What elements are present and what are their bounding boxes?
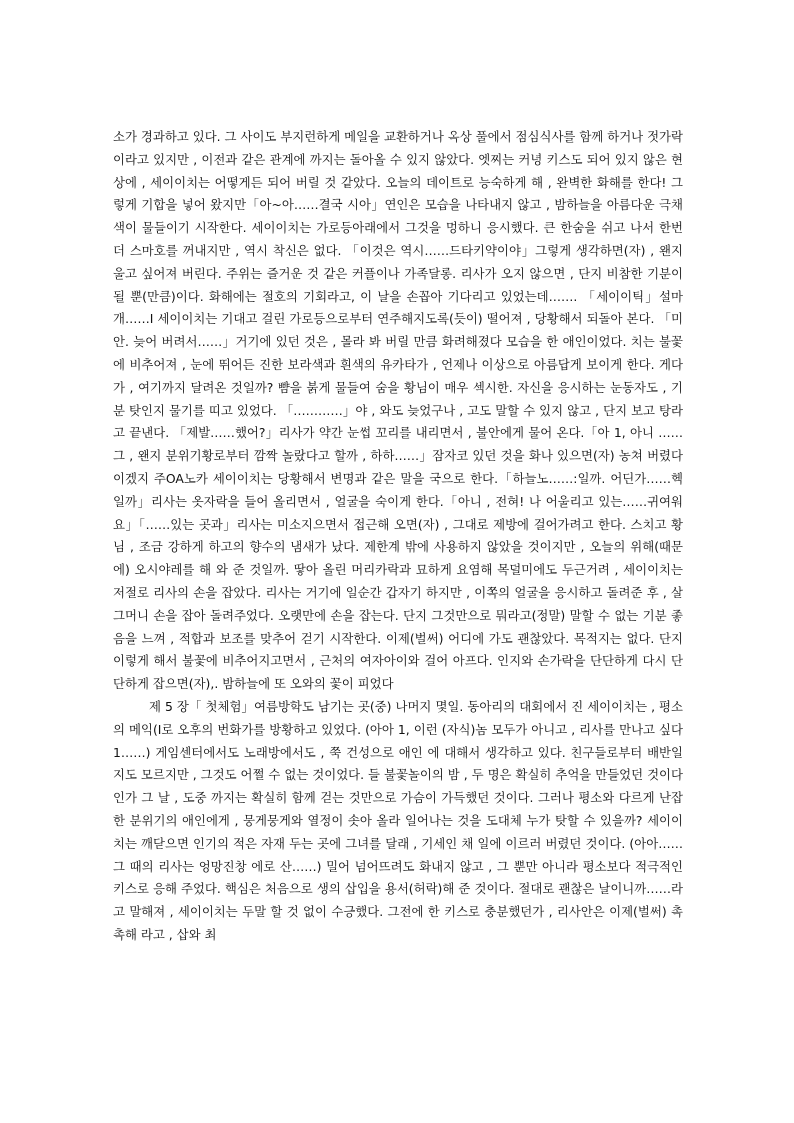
body-text xyxy=(113,126,683,947)
paragraph-1: 소가 경과하고 있다. 그 사이도 부지런하게 메일을 교환하거나 옥상 풀에서 점심식사를 함께 하거나 젓가락이라고 있지만 , 이전과 같은 관계에 까지는 돌아올 수 있지 않았다. 엣찌는 커녕 키스도 되어 있지 않은 현상에 , 세이이치는 어떻게든 되어 버릴 것 같았다. 오늘의 데이트로 능숙하게 해 , 완벽한 화해를 한다! 그렇게 기합을 넣어 왔지만「아~아……결국 시아」연인은 모습을 나타내지 않고 , 밤하늘을 아름다운 극채색이 물들이기 시작한다. 세이이치는 가로등아래에서 그것을 멍하니 응시했다. 큰 한숨을 쉬고 나서 한번 더 스마호를 꺼내지만 , 역시 착신은 없다. 「이것은 역시……드타키약이야」그렇게 생각하면(자) , 왠지 울고 싶어져 버린다. 주위는 즐거운 것 같은 커플이나 가족달롱. 리사가 오지 않으면 , 단지 비참한 기분이 될 뿐(만큼)이다. 화해에는 절호의 기회라고, 이 날을 손꼽아 기다리고 있었는데……. 「세이이틱」설마 개……I 세이이치는 기대고 걸린 가로등으로부터 연주해지도록(듯이) 떨어져 , 당황해서 되돌아 본다. 「미안. 늦어 버려서……」거기에 있던 것은 , 몰라 봐 버릴 만큼 화려해졌다 모습을 한 애인이었다. 치는 불꽃에 비추어져 , 눈에 뛰어든 진한 보라색과 흰색의 유카타가 , 언제나 이상으로 아름답게 보이게 한다. 게다가 , 여기까지 달려온 것일까? 뺨을 붉게 물들여 숨을 황님이 매우 섹시한. 자신을 응시하는 눈동자도 , 기분 탓인지 물기를 띠고 있었다. 「…………」야 , 와도 늦었구나 , 고도 말할 수 있지 않고 , 단지 보고 탕라고 끝낸다. 「제발……했어?」리사가 약간 눈썹 꼬리를 내리면서 , 불안에게 물어 온다.「아 1, 아니 ……그 , 왠지 분위기황로부터 깜짝 놀랐다고 할까 , 하하……」잠자코 있던 것을 화나 있으면(자) 농쳐 버렸다이겠지 주OA노카 세이이치는 당황해서 변명과 같은 말을 국으로 한다.「하늘노……:일까. 어딘가……헥일까」리사는 옷자락을 들어 올리면서 , 얼굴을 숙이게 한다.「아니 , 전혀! 나 어울리고 있는……귀여워요」「……있는 곳과」리사는 미소지으면서 접근해 오면(자) , 그대로 제방에 걸어가려고 한다. 스치고 황님 , 조금 강하게 하고의 향수의 냄새가 났다. 제한계 밖에 사용하지 않았을 것이지만 , 오늘의 위해(때문에) 오시야레를 해 와 준 것일까. 땋아 올린 머리카락과 묘하게 요염해 목덜미에도 두근거려 , 세이이치는 저절로 리사의 손을 잡았다. 리사는 거기에 일순간 갑자기 하지만 , 이쪽의 얼굴을 응시하고 돌려준 후 , 살그머니 손을 잡아 돌려주었다. 오랫만에 손을 잡는다. 단지 그것만으로 뭐라고(정말) 말할 수 없는 기분 좋음을 느껴 , 적합과 보조를 맞추어 걷기 시작한다. 이제(벌써) 어디에 가도 괜찮았다. 목적지는 없다. 단지 이렇게 해서 불꽃에 비추어지고면서 , 근처의 여자아이와 걸어 아프다. 인지와 손가락을 단단하게 다시 단단하게 잡으면(자),. 밤하늘에 또 오와의 꽃이 피었다 xyxy=(113,129,683,692)
paragraph-2-chapter-5: 제 5 장「 첫체험」여름방학도 남기는 곳(중) 나머지 몇일. 동아리의 대회에서 진 세이이치는 , 평소의 메익(I로 오후의 번화가를 방황하고 있었다. (아아 1, 이런 (자식)놈 모두가 아니고 , 리사를 만나고 싶다 1……) 게임센터에서도 노래방에서도 , 쭉 건성으로 애인 에 대해서 생각하고 있다. 친구들로부터 배반일지도 모르지만 , 그것도 어쩔 수 없는 것이었다. 들 불꽃놀이의 밤 , 두 명은 확실히 추억을 만들었던 것이다인가 그 날 , 도중 까지는 확실히 함께 걷는 것만으로 가슴이 가득했던 것이다. 그러나 평소와 다르게 난잡한 분위기의 애인에게 , 뭉게뭉게와 열정이 솟아 올라 일어나는 것을 도대체 누가 탓할 수 있을까? 세이이치는 깨닫으면 인기의 적은 자재 두는 곳에 그녀를 달래 , 기세인 채 일에 이르러 버렸던 것이다. (아아……그 때의 리사는 엉망진창 에로 산……) 밀어 넘어뜨려도 화내지 않고 , 그 뿐만 아니라 평소보다 적극적인 키스로 응해 주었다. 핵심은 처음으로 생의 삽입을 용서(허락)해 준 것이다. 절대로 괜찮은 날이니까……라고 말해져 , 세이이치는 두말 할 것 없이 수긍했다. 그전에 한 키스로 충분했던가 , 리사안은 이제(벌써) 촉촉해 라고 , 삽와 최 xyxy=(113,698,683,942)
